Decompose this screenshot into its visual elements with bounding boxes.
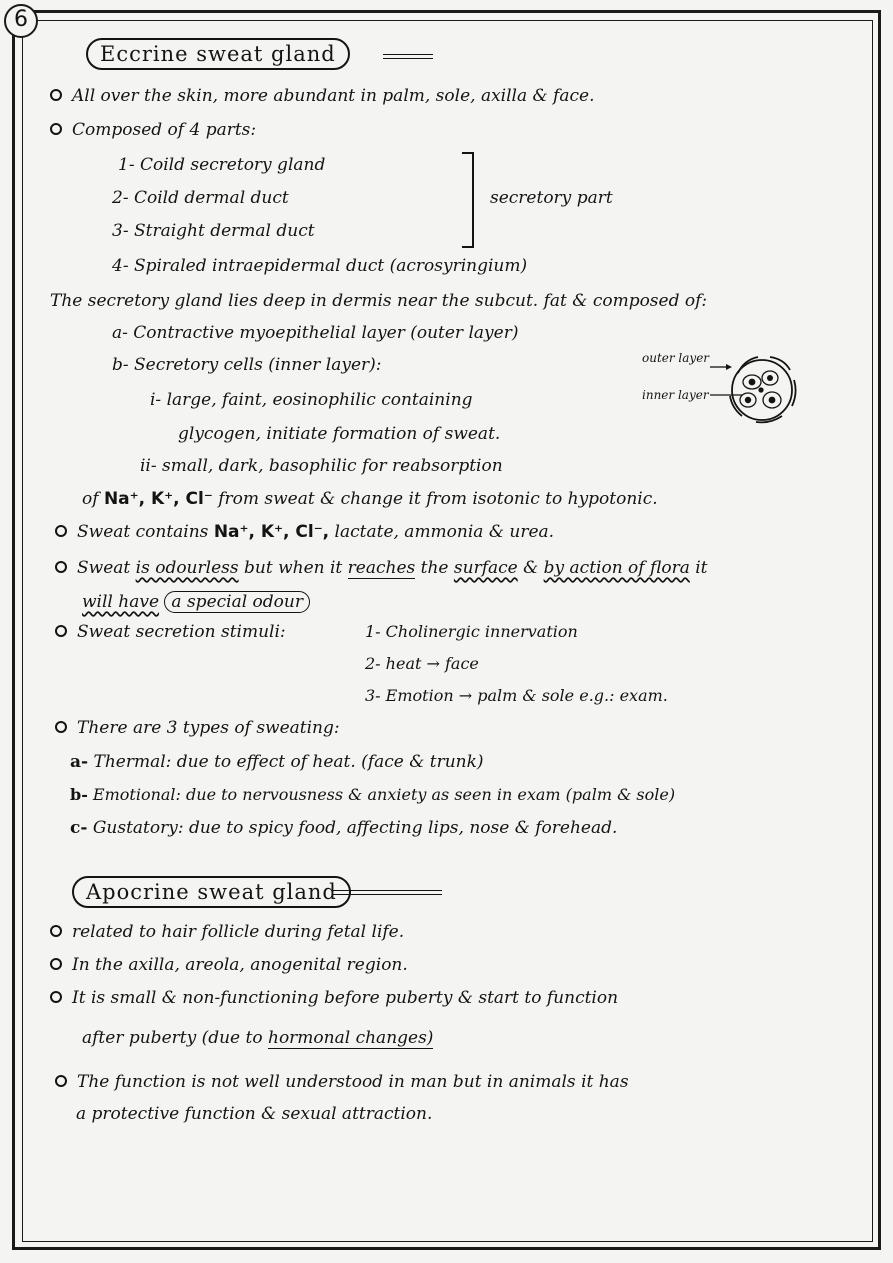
- bullet-icon: [50, 925, 62, 937]
- odour-line-2: will have a special odour: [82, 592, 310, 612]
- title-rule: [332, 894, 442, 895]
- cell-ii: ii- small, dark, basophilic for reabsorption: [140, 456, 503, 476]
- part-1: 1- Coild secretory gland: [118, 155, 326, 175]
- inner-layer-label: inner layer: [642, 388, 709, 402]
- bullet-icon: [50, 958, 62, 970]
- reabsorption-line: of Na⁺, K⁺, Cl⁻ from sweat & change it from isotonic to hypotonic.: [82, 489, 658, 509]
- title-rule: [383, 58, 433, 59]
- title-rule: [383, 54, 433, 55]
- part-4: 4- Spiraled intraepidermal duct (acrosyringium): [112, 256, 528, 276]
- bullet-icon: [55, 525, 67, 537]
- part-3: 3- Straight dermal duct: [112, 221, 315, 241]
- sweat-contents: Sweat contains Na⁺, K⁺, Cl⁻, lactate, ammonia & urea.: [55, 522, 554, 542]
- apocrine-bullet-1: related to hair follicle during fetal life.: [50, 922, 404, 942]
- apocrine-bullet-4: The function is not well understood in man but in animals it has: [55, 1072, 629, 1092]
- apocrine-bullet-3-cont: after puberty (due to hormonal changes): [82, 1028, 434, 1048]
- apocrine-bullet-3: It is small & non-functioning before puberty & start to function: [50, 988, 618, 1008]
- types-intro: There are 3 types of sweating:: [55, 718, 340, 738]
- bullet-icon: [55, 721, 67, 733]
- secretory-part-label: secretory part: [490, 188, 613, 208]
- part-2: 2- Coild dermal duct: [112, 188, 289, 208]
- type-gustatory: c- Gustatory: due to spicy food, affecting lips, nose & forehead.: [70, 818, 618, 838]
- type-thermal: a- Thermal: due to effect of heat. (face & trunk): [70, 752, 484, 772]
- page-number: 6: [4, 4, 38, 38]
- layer-b: b- Secretory cells (inner layer):: [112, 355, 382, 375]
- eccrine-bullet-2: Composed of 4 parts:: [50, 120, 256, 140]
- apocrine-bullet-2: In the axilla, areola, anogenital region.: [50, 955, 408, 975]
- title-rule: [332, 890, 442, 891]
- bullet-icon: [50, 123, 62, 135]
- apocrine-title: Apocrine sweat gland: [72, 876, 351, 908]
- bullet-icon: [55, 625, 67, 637]
- type-emotional: b- Emotional: due to nervousness & anxiety as seen in exam (palm & sole): [70, 785, 676, 804]
- secretory-bracket: [462, 152, 474, 248]
- bullet-icon: [55, 1075, 67, 1087]
- outer-layer-label: outer layer: [642, 351, 710, 365]
- apocrine-bullet-4-cont: a protective function & sexual attraction.: [76, 1104, 433, 1124]
- stimulus-1: 1- Cholinergic innervation: [365, 622, 578, 641]
- odour-line-1: Sweat is odourless but when it reaches the surface & by action of flora it: [55, 558, 708, 578]
- bullet-icon: [50, 89, 62, 101]
- gland-cross-section-diagram: [682, 348, 812, 433]
- eccrine-bullet-1: All over the skin, more abundant in palm, sole, axilla & face.: [50, 86, 594, 106]
- cell-i-line-1: i- large, faint, eosinophilic containing: [150, 390, 473, 410]
- stimulus-2: 2- heat → face: [365, 654, 479, 673]
- cell-i-line-2: glycogen, initiate formation of sweat.: [178, 424, 501, 444]
- stimuli-label: Sweat secretion stimuli:: [55, 622, 286, 642]
- stimulus-3: 3- Emotion → palm & sole e.g.: exam.: [365, 686, 668, 705]
- gland-description: The secretory gland lies deep in dermis near the subcut. fat & composed of:: [50, 291, 708, 311]
- layer-a: a- Contractive myoepithelial layer (outer layer): [112, 323, 519, 343]
- bullet-icon: [50, 991, 62, 1003]
- eccrine-title: Eccrine sweat gland: [86, 38, 350, 70]
- bullet-icon: [55, 561, 67, 573]
